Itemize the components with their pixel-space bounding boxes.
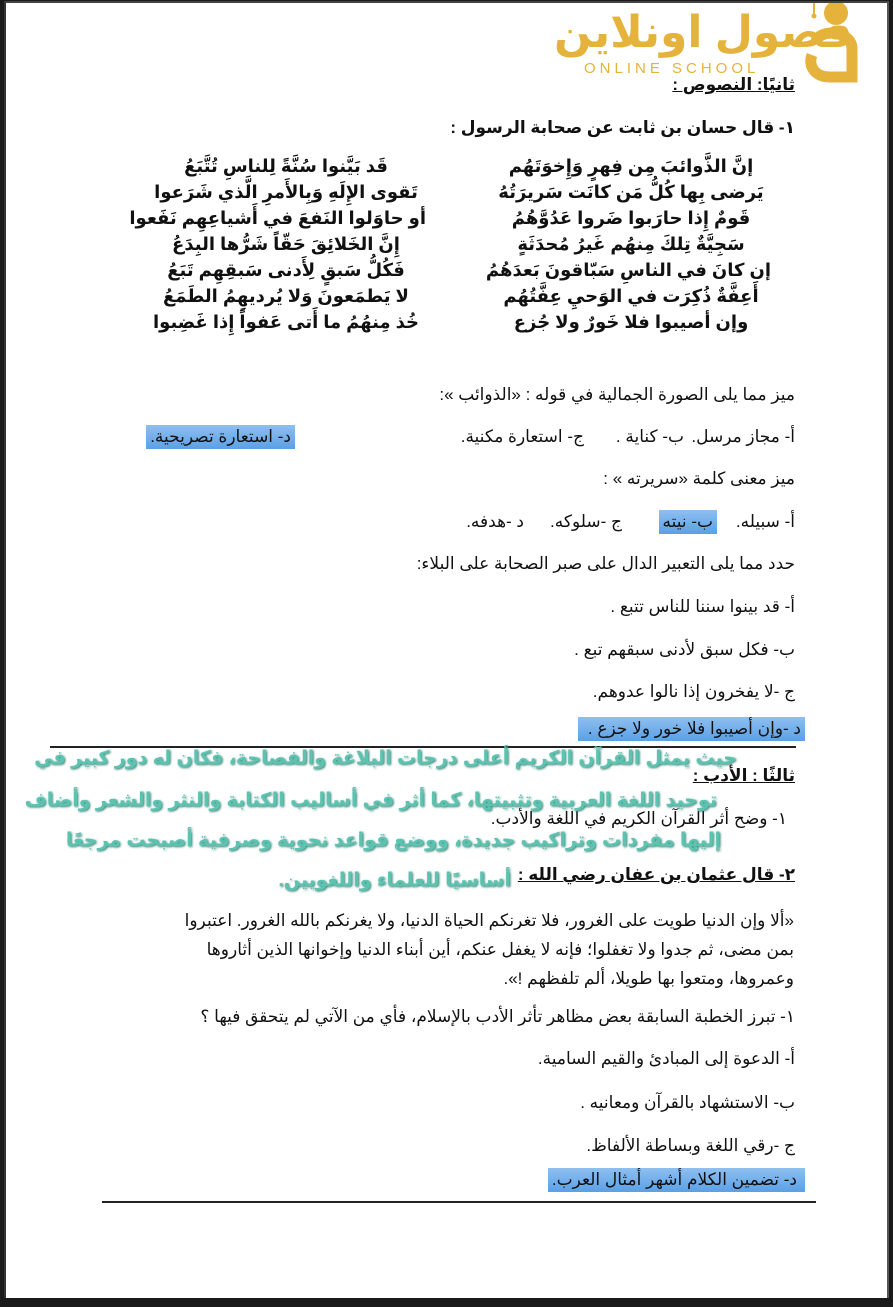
document-page	[4, 1, 889, 1298]
poem-verse: قَد بَيَّنوا سُنَّةً لِلناسِ تُتَّبَعُ	[184, 156, 388, 176]
answer-overlay-line: أساسيًا للعلماء واللغويين.	[278, 870, 511, 891]
poem-verse: إنَّ الذَّوائبَ مِن فِهرٍ وَإِخوَتَهُم	[508, 156, 754, 176]
poem-verse: قَومٌ إِذا حارَبوا ضَروا عَدُوَّهُمُ	[511, 208, 751, 228]
section-title-texts: ثانيًا: النصوص :	[672, 75, 795, 94]
option-c[interactable]: ج -سلوكه.	[550, 512, 622, 531]
answer-overlay-line: توحيد اللغة العربية وتثبيتها، كما أثر في أساليب الكتابة والنثر والشعر وأضاف	[24, 790, 717, 811]
poem-verse: أو حاوَلوا النَفعَ في أَشياعِهِم نَفَعوا	[129, 208, 426, 228]
poem-verse: لا يَطمَعونَ وَلا يُرديهِمُ الطَمَعُ	[163, 286, 409, 306]
option-a[interactable]: أ- قد بينوا سننا للناس تتبع .	[610, 597, 795, 616]
answer-overlay-line: حيث يمثل القرآن الكريم أعلى درجات البلاغة والفصاحة، فكان له دور كبير في	[34, 748, 737, 769]
option-c[interactable]: ج -رقي اللغة وبساطة الألفاظ.	[586, 1136, 795, 1155]
poem-verse: يَرضى بِها كُلُّ مَن كانَت سَريرَتُهُ	[498, 182, 764, 202]
heading-text: ٢- قال عثمان بن عفان رضي الله :	[517, 865, 795, 884]
option-a[interactable]: أ- سبيله.	[735, 512, 795, 531]
option-b-selected[interactable]: ب- نيته	[659, 510, 718, 534]
question-prompt: ميز مما يلى الصورة الجمالية في قوله : «الذوائب »:	[439, 385, 795, 404]
divider-line	[102, 1201, 816, 1203]
quote-line: بمن مضى، ثم جدوا ولا تغفلوا؛ فإنه لا يغفل عنكم، أين أبناء الدنيا وإخوانها الذين أثاروها	[206, 940, 794, 959]
question-prompt: ١- تبرز الخطبة السابقة بعض مظاهر تأثر الأدب بالإسلام، فأي من الآتي لم يتحقق فيها ؟	[200, 1007, 795, 1026]
option-d-selected[interactable]: د -وإن أصيبوا فلا خور ولا جزع .	[578, 717, 805, 741]
poem-right-column	[485, 153, 771, 335]
answer-overlay-line: إليها مفردات وتراكيب جديدة، ووضع قواعد نحوية وصرفية أصبحت مرجعًا	[65, 830, 721, 851]
option-b[interactable]: ب- كناية .	[615, 427, 684, 446]
option-d-selected[interactable]: د- تضمين الكلام أشهر أمثال العرب.	[548, 1168, 805, 1192]
option-c[interactable]: ج- استعارة مكنية.	[460, 427, 584, 446]
poem-verse: إِنَّ الخَلائِقَ حَقّاً شَرُّها البِدَعُ	[172, 234, 400, 254]
option-b[interactable]: ب- فكل سبق لأدنى سبقهم تبع .	[574, 640, 795, 659]
logo-arabic-text: فصول اونلاين	[554, 8, 853, 57]
poem-verse: فَكُلُّ سَبقٍ لِأَدنى سَبقِهِم تَبَعُ	[167, 260, 405, 280]
poem-verse: إن كانَ في الناسِ سَبّاقونَ بَعدَهُمُ	[485, 260, 771, 280]
poem-verse: أَعِفَّةٌ ذُكِرَت في الوَحيِ عِفَّتُهُم	[503, 286, 759, 306]
option-a[interactable]: أ- الدعوة إلى المبادئ والقيم السامية.	[537, 1049, 795, 1068]
option-d[interactable]: د -هدفه.	[466, 512, 524, 531]
othman-quote	[114, 906, 794, 993]
question-prompt: حدد مما يلى التعبير الدال على صبر الصحابة على البلاء:	[416, 554, 795, 573]
logo-english-text: ONLINE SCHOOL	[584, 60, 760, 77]
poem-left-column	[129, 153, 426, 335]
poem-verse: تَقوى الإِلَهِ وَبِالأَمرِ الَّذي شَرَعوا	[154, 182, 418, 202]
question-quran-effect: ١- وضح أثر القرآن الكريم في اللغة والأدب.	[490, 809, 787, 828]
option-b[interactable]: ب- الاستشهاد بالقرآن ومعانيه .	[580, 1093, 795, 1112]
poem-verse: سَجِيَّةٌ تِلكَ مِنهُم غَيرُ مُحدَثَةٍ	[517, 234, 745, 254]
quote-line: «ألا وإن الدنيا طويت على الغرور، فلا تغرنكم الحياة الدنيا، ولا يغرنكم بالله الغرور. اعتبروا	[184, 911, 794, 930]
option-d-selected[interactable]: د- استعارة تصريحية.	[146, 425, 295, 449]
poem-verse: خُذ مِنهُمُ ما أَتى عَفواً إِذا غَضِبوا	[152, 312, 420, 332]
poem-verse: وإن أصيبوا فلا خَورٌ ولا جُزع	[513, 312, 749, 332]
option-a[interactable]: أ- مجاز مرسل.	[691, 427, 795, 446]
section-title-literature: ثالثًا : الأدب :	[692, 766, 795, 785]
question-heading-othman	[518, 865, 795, 885]
question-heading-hassan: ١- قال حسان بن ثابت عن صحابة الرسول :	[450, 118, 795, 137]
quote-line: وعمروها، ومتعوا بها طويلا، ألم تلفظهم !».	[503, 969, 794, 988]
option-c[interactable]: ج -لا يفخرون إذا نالوا عدوهم.	[592, 682, 795, 701]
question-prompt: ميز معنى كلمة «سريرته » :	[603, 469, 795, 488]
